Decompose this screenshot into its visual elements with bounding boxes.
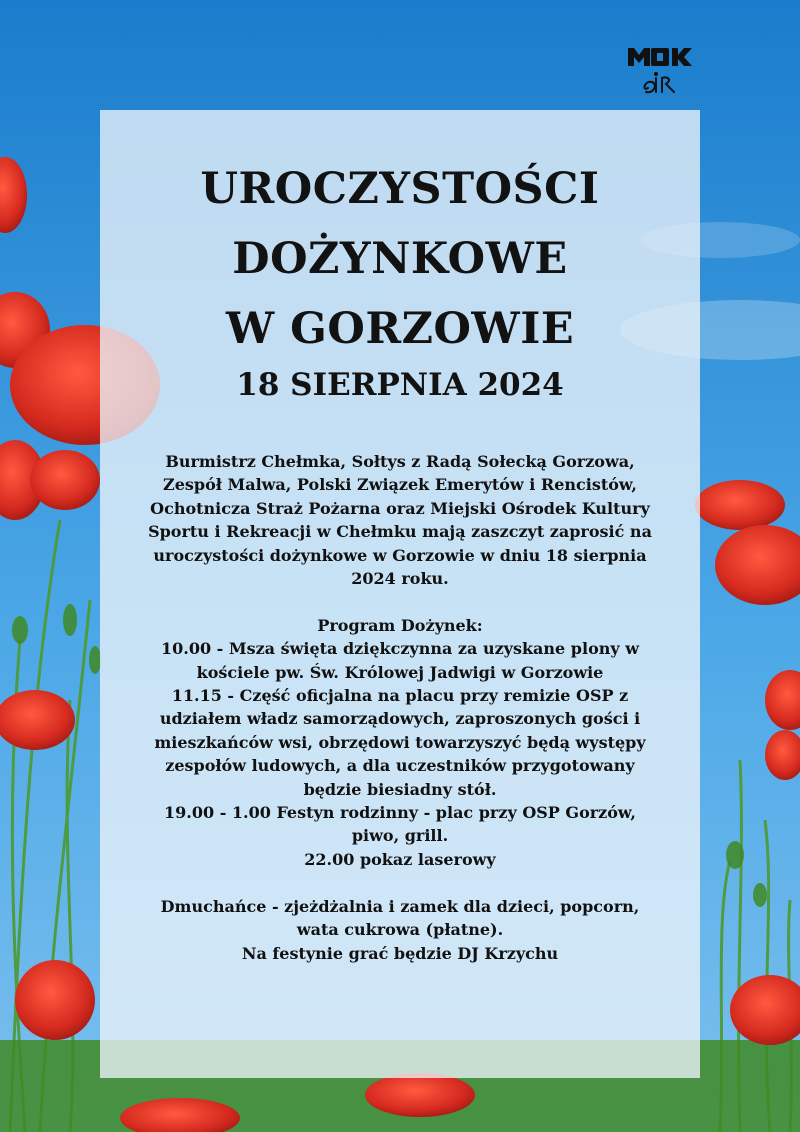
program-line: 11.15 - Część oficjalna na placu przy remizie OSP z [171, 686, 629, 706]
program-line: 19.00 - 1.00 Festyn rodzinny - plac przy OSP Gorzów, [164, 803, 636, 823]
intro-line: Zespół Malwa, Polski Związek Emerytów i Rencistów, [163, 475, 637, 495]
program-line: udziałem władz samorządowych, zaproszonych gości i [159, 709, 641, 729]
intro-line: Ochotnicza Straż Pożarna oraz Miejski Ośrodek Kultury [150, 498, 650, 518]
program-line: 22.00 pokaz laserowy [304, 849, 496, 869]
event-date: 18 SIERPNIA 2024 [236, 367, 564, 403]
intro-line: Sportu i Rekreacji w Chełmku mają zaszczyt zaprosić na [148, 522, 652, 542]
program-line: zespołów ludowych, a dla uczestników przygotowany [165, 756, 635, 776]
mok-sir-logo [626, 44, 696, 98]
program-line: 10.00 - Msza święta dziękczynna za uzyskane plony w [160, 639, 640, 659]
extras-line: wata cukrowa (płatne). [296, 920, 504, 940]
invitation-text [118, 450, 682, 965]
title-line: UROCZYSTOŚCI [200, 164, 600, 214]
extras-line: Na festynie grać będzie DJ Krzychu [241, 943, 559, 963]
intro-line: uroczystości dożynkowe w Gorzowie w dniu 18 sierpnia [153, 545, 647, 565]
program-line: piwo, grill. [351, 826, 449, 846]
event-title [100, 154, 700, 364]
extras-line: Dmuchańce - zjeżdżalnia i zamek dla dzieci, popcorn, [160, 896, 640, 916]
program-heading: Program Dożynek: [317, 615, 483, 635]
title-line: DOŻYNKOWE [232, 234, 568, 284]
program-line: kościele pw. Św. Królowej Jadwigi w Gorzowie [196, 662, 604, 682]
program-line: będzie biesiadny stół. [303, 779, 497, 799]
intro-line: Burmistrz Chełmka, Sołtys z Radą Sołecką Gorzowa, [165, 452, 635, 471]
intro-line: 2024 roku. [351, 569, 449, 589]
program-line: mieszkańców wsi, obrzędowi towarzyszyć będą występy [154, 732, 646, 752]
title-line: W GORZOWIE [225, 304, 575, 354]
